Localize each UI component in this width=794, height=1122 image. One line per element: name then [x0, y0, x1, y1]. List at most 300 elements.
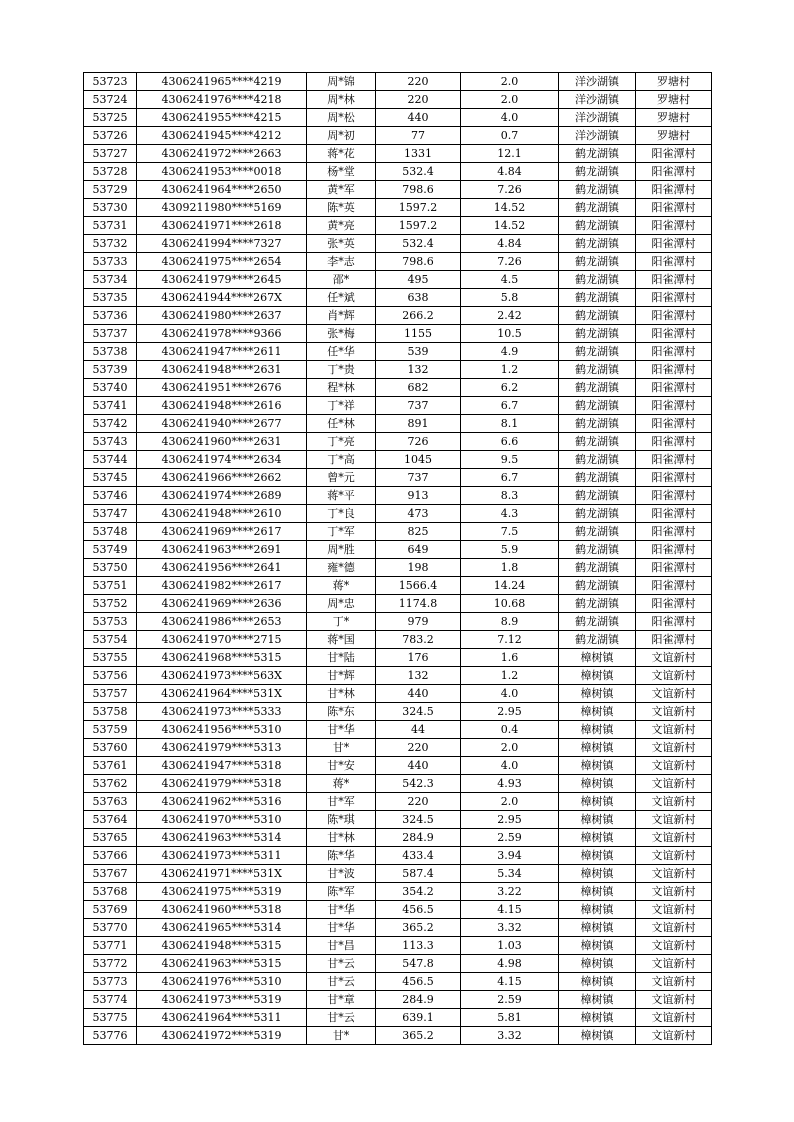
village-cell: 文谊新村 — [636, 919, 712, 937]
value-b-cell: 6.2 — [461, 379, 559, 397]
row-number-cell: 53761 — [84, 757, 137, 775]
table-row — [84, 685, 712, 703]
row-number-cell: 53728 — [84, 163, 137, 181]
value-a-cell: 979 — [376, 613, 461, 631]
town-cell: 樟树镇 — [559, 919, 636, 937]
town-cell: 樟树镇 — [559, 685, 636, 703]
table-row — [84, 631, 712, 649]
table-row — [84, 397, 712, 415]
value-a-cell: 440 — [376, 685, 461, 703]
value-b-cell: 1.6 — [461, 649, 559, 667]
town-cell: 樟树镇 — [559, 775, 636, 793]
value-a-cell: 539 — [376, 343, 461, 361]
row-number-cell: 53723 — [84, 73, 137, 91]
town-cell: 樟树镇 — [559, 847, 636, 865]
village-cell: 阳雀潭村 — [636, 595, 712, 613]
value-b-cell: 9.5 — [461, 451, 559, 469]
village-cell: 阳雀潭村 — [636, 325, 712, 343]
town-cell: 鹤龙湖镇 — [559, 451, 636, 469]
town-cell: 洋沙湖镇 — [559, 127, 636, 145]
value-a-cell: 1597.2 — [376, 217, 461, 235]
town-cell: 樟树镇 — [559, 991, 636, 1009]
town-cell: 洋沙湖镇 — [559, 91, 636, 109]
town-cell: 鹤龙湖镇 — [559, 595, 636, 613]
id-card-cell: 4306241953****0018 — [137, 163, 307, 181]
town-cell: 樟树镇 — [559, 721, 636, 739]
town-cell: 樟树镇 — [559, 865, 636, 883]
table-row — [84, 361, 712, 379]
id-card-cell: 4306241948****2616 — [137, 397, 307, 415]
name-cell: 甘*波 — [307, 865, 376, 883]
town-cell: 鹤龙湖镇 — [559, 145, 636, 163]
row-number-cell: 53764 — [84, 811, 137, 829]
id-card-cell: 4306241964****5311 — [137, 1009, 307, 1027]
village-cell: 文谊新村 — [636, 667, 712, 685]
town-cell: 樟树镇 — [559, 811, 636, 829]
value-a-cell: 1566.4 — [376, 577, 461, 595]
table-row — [84, 541, 712, 559]
name-cell: 周*胜 — [307, 541, 376, 559]
town-cell: 鹤龙湖镇 — [559, 523, 636, 541]
row-number-cell: 53736 — [84, 307, 137, 325]
row-number-cell: 53762 — [84, 775, 137, 793]
value-a-cell: 532.4 — [376, 163, 461, 181]
value-a-cell: 365.2 — [376, 919, 461, 937]
value-a-cell: 542.3 — [376, 775, 461, 793]
name-cell: 甘*云 — [307, 973, 376, 991]
table-row — [84, 253, 712, 271]
data-table — [83, 72, 712, 1045]
row-number-cell: 53748 — [84, 523, 137, 541]
id-card-cell: 4306241964****2650 — [137, 181, 307, 199]
id-card-cell: 4306241972****5319 — [137, 1027, 307, 1045]
value-a-cell: 638 — [376, 289, 461, 307]
name-cell: 张*英 — [307, 235, 376, 253]
value-a-cell: 639.1 — [376, 1009, 461, 1027]
value-a-cell: 737 — [376, 397, 461, 415]
village-cell: 罗塘村 — [636, 127, 712, 145]
value-a-cell: 649 — [376, 541, 461, 559]
name-cell: 杨*堂 — [307, 163, 376, 181]
value-b-cell: 4.0 — [461, 757, 559, 775]
table-row — [84, 91, 712, 109]
name-cell: 陈*华 — [307, 847, 376, 865]
town-cell: 樟树镇 — [559, 955, 636, 973]
name-cell: 黄*亮 — [307, 217, 376, 235]
town-cell: 樟树镇 — [559, 739, 636, 757]
name-cell: 丁*军 — [307, 523, 376, 541]
village-cell: 文谊新村 — [636, 739, 712, 757]
row-number-cell: 53770 — [84, 919, 137, 937]
id-card-cell: 4306241956****2641 — [137, 559, 307, 577]
table-row — [84, 73, 712, 91]
id-card-cell: 4306241971****531X — [137, 865, 307, 883]
value-a-cell: 1331 — [376, 145, 461, 163]
row-number-cell: 53756 — [84, 667, 137, 685]
value-b-cell: 2.59 — [461, 991, 559, 1009]
row-number-cell: 53760 — [84, 739, 137, 757]
value-a-cell: 1597.2 — [376, 199, 461, 217]
table-row — [84, 523, 712, 541]
id-card-cell: 4306241965****5314 — [137, 919, 307, 937]
town-cell: 鹤龙湖镇 — [559, 541, 636, 559]
value-a-cell: 547.8 — [376, 955, 461, 973]
value-b-cell: 4.9 — [461, 343, 559, 361]
table-row — [84, 487, 712, 505]
value-b-cell: 4.15 — [461, 973, 559, 991]
row-number-cell: 53739 — [84, 361, 137, 379]
row-number-cell: 53732 — [84, 235, 137, 253]
value-a-cell: 473 — [376, 505, 461, 523]
value-a-cell: 44 — [376, 721, 461, 739]
value-a-cell: 798.6 — [376, 253, 461, 271]
village-cell: 阳雀潭村 — [636, 271, 712, 289]
id-card-cell: 4306241986****2653 — [137, 613, 307, 631]
table-row — [84, 1009, 712, 1027]
value-b-cell: 12.1 — [461, 145, 559, 163]
value-b-cell: 2.95 — [461, 703, 559, 721]
row-number-cell: 53775 — [84, 1009, 137, 1027]
row-number-cell: 53729 — [84, 181, 137, 199]
table-row — [84, 595, 712, 613]
value-a-cell: 737 — [376, 469, 461, 487]
row-number-cell: 53752 — [84, 595, 137, 613]
value-a-cell: 284.9 — [376, 991, 461, 1009]
value-a-cell: 440 — [376, 757, 461, 775]
id-card-cell: 4306241976****5310 — [137, 973, 307, 991]
id-card-cell: 4306241978****9366 — [137, 325, 307, 343]
town-cell: 鹤龙湖镇 — [559, 307, 636, 325]
table-row — [84, 883, 712, 901]
value-b-cell: 7.26 — [461, 181, 559, 199]
village-cell: 阳雀潭村 — [636, 433, 712, 451]
table-row — [84, 271, 712, 289]
table-row — [84, 343, 712, 361]
village-cell: 阳雀潭村 — [636, 379, 712, 397]
value-b-cell: 4.15 — [461, 901, 559, 919]
village-cell: 文谊新村 — [636, 775, 712, 793]
table-row — [84, 793, 712, 811]
town-cell: 樟树镇 — [559, 883, 636, 901]
id-card-cell: 4306241947****2611 — [137, 343, 307, 361]
table-row — [84, 649, 712, 667]
value-b-cell: 5.9 — [461, 541, 559, 559]
town-cell: 鹤龙湖镇 — [559, 199, 636, 217]
table-row — [84, 217, 712, 235]
town-cell: 樟树镇 — [559, 1027, 636, 1045]
town-cell: 鹤龙湖镇 — [559, 361, 636, 379]
row-number-cell: 53742 — [84, 415, 137, 433]
row-number-cell: 53766 — [84, 847, 137, 865]
village-cell: 罗塘村 — [636, 109, 712, 127]
town-cell: 樟树镇 — [559, 793, 636, 811]
id-card-cell: 4306241960****5318 — [137, 901, 307, 919]
name-cell: 甘*华 — [307, 721, 376, 739]
row-number-cell: 53771 — [84, 937, 137, 955]
town-cell: 鹤龙湖镇 — [559, 217, 636, 235]
row-number-cell: 53725 — [84, 109, 137, 127]
id-card-cell: 4306241982****2617 — [137, 577, 307, 595]
table-row — [84, 901, 712, 919]
value-b-cell: 10.68 — [461, 595, 559, 613]
name-cell: 周*锦 — [307, 73, 376, 91]
value-b-cell: 2.95 — [461, 811, 559, 829]
value-a-cell: 284.9 — [376, 829, 461, 847]
value-b-cell: 6.6 — [461, 433, 559, 451]
id-card-cell: 4306241994****7327 — [137, 235, 307, 253]
value-a-cell: 77 — [376, 127, 461, 145]
row-number-cell: 53743 — [84, 433, 137, 451]
town-cell: 鹤龙湖镇 — [559, 433, 636, 451]
village-cell: 阳雀潭村 — [636, 559, 712, 577]
town-cell: 鹤龙湖镇 — [559, 271, 636, 289]
value-a-cell: 176 — [376, 649, 461, 667]
town-cell: 樟树镇 — [559, 667, 636, 685]
village-cell: 阳雀潭村 — [636, 577, 712, 595]
value-a-cell: 726 — [376, 433, 461, 451]
value-b-cell: 2.0 — [461, 73, 559, 91]
village-cell: 阳雀潭村 — [636, 343, 712, 361]
row-number-cell: 53763 — [84, 793, 137, 811]
id-card-cell: 4306241974****2689 — [137, 487, 307, 505]
name-cell: 蒋*花 — [307, 145, 376, 163]
id-card-cell: 4306241972****2663 — [137, 145, 307, 163]
value-a-cell: 266.2 — [376, 307, 461, 325]
table-row — [84, 739, 712, 757]
village-cell: 文谊新村 — [636, 811, 712, 829]
row-number-cell: 53765 — [84, 829, 137, 847]
id-card-cell: 4306241963****5314 — [137, 829, 307, 847]
town-cell: 樟树镇 — [559, 649, 636, 667]
id-card-cell: 4306241973****5311 — [137, 847, 307, 865]
value-a-cell: 324.5 — [376, 811, 461, 829]
id-card-cell: 4306241963****2691 — [137, 541, 307, 559]
town-cell: 鹤龙湖镇 — [559, 415, 636, 433]
row-number-cell: 53755 — [84, 649, 137, 667]
table-row — [84, 613, 712, 631]
name-cell: 曾*元 — [307, 469, 376, 487]
name-cell: 丁*祥 — [307, 397, 376, 415]
table-row — [84, 145, 712, 163]
row-number-cell: 53776 — [84, 1027, 137, 1045]
town-cell: 鹤龙湖镇 — [559, 505, 636, 523]
row-number-cell: 53767 — [84, 865, 137, 883]
id-card-cell: 4306241975****5319 — [137, 883, 307, 901]
row-number-cell: 53750 — [84, 559, 137, 577]
name-cell: 周*初 — [307, 127, 376, 145]
value-b-cell: 2.0 — [461, 793, 559, 811]
village-cell: 文谊新村 — [636, 901, 712, 919]
table-row — [84, 199, 712, 217]
row-number-cell: 53768 — [84, 883, 137, 901]
value-b-cell: 0.4 — [461, 721, 559, 739]
value-b-cell: 0.7 — [461, 127, 559, 145]
table-row — [84, 1027, 712, 1045]
name-cell: 甘*华 — [307, 919, 376, 937]
id-card-cell: 4306241975****2654 — [137, 253, 307, 271]
village-cell: 文谊新村 — [636, 865, 712, 883]
value-a-cell: 132 — [376, 667, 461, 685]
value-a-cell: 324.5 — [376, 703, 461, 721]
table-row — [84, 451, 712, 469]
name-cell: 李*志 — [307, 253, 376, 271]
name-cell: 丁*良 — [307, 505, 376, 523]
village-cell: 文谊新村 — [636, 685, 712, 703]
value-a-cell: 913 — [376, 487, 461, 505]
town-cell: 鹤龙湖镇 — [559, 325, 636, 343]
village-cell: 阳雀潭村 — [636, 451, 712, 469]
value-b-cell: 8.3 — [461, 487, 559, 505]
name-cell: 陈*东 — [307, 703, 376, 721]
value-b-cell: 3.22 — [461, 883, 559, 901]
village-cell: 阳雀潭村 — [636, 415, 712, 433]
village-cell: 文谊新村 — [636, 649, 712, 667]
row-number-cell: 53751 — [84, 577, 137, 595]
id-card-cell: 4306241945****4212 — [137, 127, 307, 145]
village-cell: 罗塘村 — [636, 91, 712, 109]
table-row — [84, 109, 712, 127]
town-cell: 鹤龙湖镇 — [559, 397, 636, 415]
name-cell: 周*忠 — [307, 595, 376, 613]
id-card-cell: 4306241970****5310 — [137, 811, 307, 829]
village-cell: 文谊新村 — [636, 883, 712, 901]
name-cell: 周*松 — [307, 109, 376, 127]
village-cell: 文谊新村 — [636, 721, 712, 739]
village-cell: 文谊新村 — [636, 829, 712, 847]
village-cell: 文谊新村 — [636, 973, 712, 991]
value-b-cell: 4.0 — [461, 109, 559, 127]
table-row — [84, 937, 712, 955]
name-cell: 蒋* — [307, 775, 376, 793]
value-b-cell: 2.42 — [461, 307, 559, 325]
id-card-cell: 4306241979****5313 — [137, 739, 307, 757]
value-a-cell: 825 — [376, 523, 461, 541]
name-cell: 甘*云 — [307, 955, 376, 973]
value-b-cell: 7.12 — [461, 631, 559, 649]
value-b-cell: 3.94 — [461, 847, 559, 865]
value-a-cell: 440 — [376, 109, 461, 127]
id-card-cell: 4306241971****2618 — [137, 217, 307, 235]
town-cell: 樟树镇 — [559, 1009, 636, 1027]
name-cell: 甘* — [307, 1027, 376, 1045]
village-cell: 文谊新村 — [636, 757, 712, 775]
id-card-cell: 4306241944****267X — [137, 289, 307, 307]
village-cell: 文谊新村 — [636, 1009, 712, 1027]
row-number-cell: 53749 — [84, 541, 137, 559]
value-b-cell: 5.8 — [461, 289, 559, 307]
town-cell: 樟树镇 — [559, 703, 636, 721]
value-b-cell: 1.03 — [461, 937, 559, 955]
row-number-cell: 53724 — [84, 91, 137, 109]
table-body — [84, 73, 712, 1045]
value-b-cell: 4.5 — [461, 271, 559, 289]
row-number-cell: 53759 — [84, 721, 137, 739]
village-cell: 阳雀潭村 — [636, 541, 712, 559]
table-row — [84, 829, 712, 847]
table-row — [84, 505, 712, 523]
name-cell: 丁* — [307, 613, 376, 631]
town-cell: 鹤龙湖镇 — [559, 559, 636, 577]
value-b-cell: 14.24 — [461, 577, 559, 595]
row-number-cell: 53733 — [84, 253, 137, 271]
row-number-cell: 53772 — [84, 955, 137, 973]
id-card-cell: 4306241970****2715 — [137, 631, 307, 649]
id-card-cell: 4306241979****5318 — [137, 775, 307, 793]
id-card-cell: 4306241979****2645 — [137, 271, 307, 289]
id-card-cell: 4306241956****5310 — [137, 721, 307, 739]
name-cell: 陈*琪 — [307, 811, 376, 829]
value-b-cell: 14.52 — [461, 217, 559, 235]
name-cell: 甘*军 — [307, 793, 376, 811]
town-cell: 鹤龙湖镇 — [559, 487, 636, 505]
table-row — [84, 811, 712, 829]
name-cell: 雍*德 — [307, 559, 376, 577]
name-cell: 甘*林 — [307, 829, 376, 847]
table-row — [84, 325, 712, 343]
table-row — [84, 847, 712, 865]
village-cell: 阳雀潭村 — [636, 487, 712, 505]
village-cell: 阳雀潭村 — [636, 523, 712, 541]
value-b-cell: 5.34 — [461, 865, 559, 883]
value-b-cell: 4.98 — [461, 955, 559, 973]
village-cell: 文谊新村 — [636, 847, 712, 865]
id-card-cell: 4306241947****5318 — [137, 757, 307, 775]
id-card-cell: 4306241948****5315 — [137, 937, 307, 955]
table-row — [84, 919, 712, 937]
row-number-cell: 53741 — [84, 397, 137, 415]
value-b-cell: 1.8 — [461, 559, 559, 577]
row-number-cell: 53746 — [84, 487, 137, 505]
id-card-cell: 4306241974****2634 — [137, 451, 307, 469]
town-cell: 樟树镇 — [559, 937, 636, 955]
table-row — [84, 757, 712, 775]
id-card-cell: 4309211980****5169 — [137, 199, 307, 217]
town-cell: 洋沙湖镇 — [559, 109, 636, 127]
village-cell: 阳雀潭村 — [636, 397, 712, 415]
village-cell: 文谊新村 — [636, 793, 712, 811]
id-card-cell: 4306241969****2636 — [137, 595, 307, 613]
table-row — [84, 973, 712, 991]
name-cell: 周*林 — [307, 91, 376, 109]
row-number-cell: 53745 — [84, 469, 137, 487]
value-a-cell: 198 — [376, 559, 461, 577]
row-number-cell: 53747 — [84, 505, 137, 523]
table-row — [84, 775, 712, 793]
table-row — [84, 181, 712, 199]
row-number-cell: 53726 — [84, 127, 137, 145]
id-card-cell: 4306241940****2677 — [137, 415, 307, 433]
value-b-cell: 4.84 — [461, 235, 559, 253]
table-row — [84, 307, 712, 325]
town-cell: 樟树镇 — [559, 829, 636, 847]
value-b-cell: 10.5 — [461, 325, 559, 343]
value-b-cell: 3.32 — [461, 919, 559, 937]
row-number-cell: 53753 — [84, 613, 137, 631]
town-cell: 鹤龙湖镇 — [559, 163, 636, 181]
value-b-cell: 6.7 — [461, 397, 559, 415]
value-a-cell: 433.4 — [376, 847, 461, 865]
value-a-cell: 113.3 — [376, 937, 461, 955]
value-b-cell: 4.3 — [461, 505, 559, 523]
town-cell: 洋沙湖镇 — [559, 73, 636, 91]
town-cell: 樟树镇 — [559, 973, 636, 991]
id-card-cell: 4306241948****2610 — [137, 505, 307, 523]
id-card-cell: 4306241966****2662 — [137, 469, 307, 487]
village-cell: 阳雀潭村 — [636, 289, 712, 307]
name-cell: 甘*华 — [307, 901, 376, 919]
row-number-cell: 53734 — [84, 271, 137, 289]
id-card-cell: 4306241955****4215 — [137, 109, 307, 127]
